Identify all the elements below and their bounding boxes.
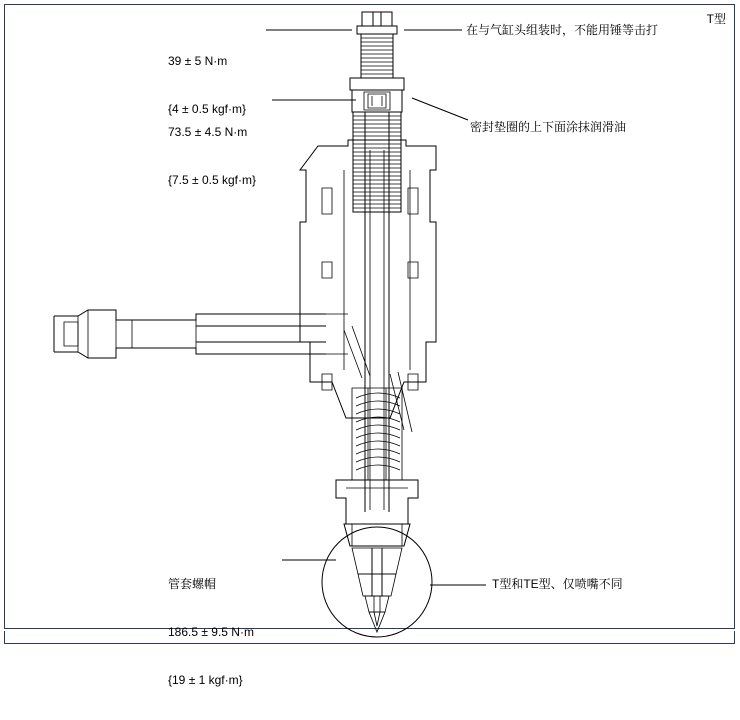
annotation-torque-upper-line2: {4 ± 0.5 kgf·m} (168, 102, 246, 116)
note-assembly: 在与气缸头组装时，不能用锤等击打 (466, 23, 659, 37)
annotation-nozzle-nut-line1: 186.5 ± 9.5 N·m (168, 625, 254, 639)
leader-lines (266, 30, 486, 585)
annotation-torque-mid-line1: 73.5 ± 4.5 N·m (168, 125, 248, 139)
note-nozzle-diff: T型和TE型、仅喷嘴不同 (492, 577, 623, 591)
holder-body-group (300, 140, 436, 418)
annotation-nozzle-nut (168, 544, 254, 720)
type-label: T型 (706, 12, 726, 26)
top-cap-group (357, 12, 397, 78)
upper-nut-group (350, 78, 404, 112)
annotation-torque-mid (168, 92, 256, 220)
annotation-nozzle-nut-title: 管套螺帽 (168, 577, 217, 591)
nozzle-tip-detail (322, 527, 432, 637)
annotation-torque-upper-line1: 39 ± 5 N·m (168, 54, 228, 68)
annotation-torque-mid-line2: {7.5 ± 0.5 kgf·m} (168, 173, 256, 187)
fuel-inlet-pipe-group (54, 310, 348, 358)
nozzle-holder-group (336, 480, 418, 546)
spring-group (352, 388, 402, 480)
note-seal: 密封垫圈的上下面涂抹润滑油 (470, 120, 627, 134)
annotation-nozzle-nut-line2: {19 ± 1 kgf·m} (168, 673, 243, 687)
